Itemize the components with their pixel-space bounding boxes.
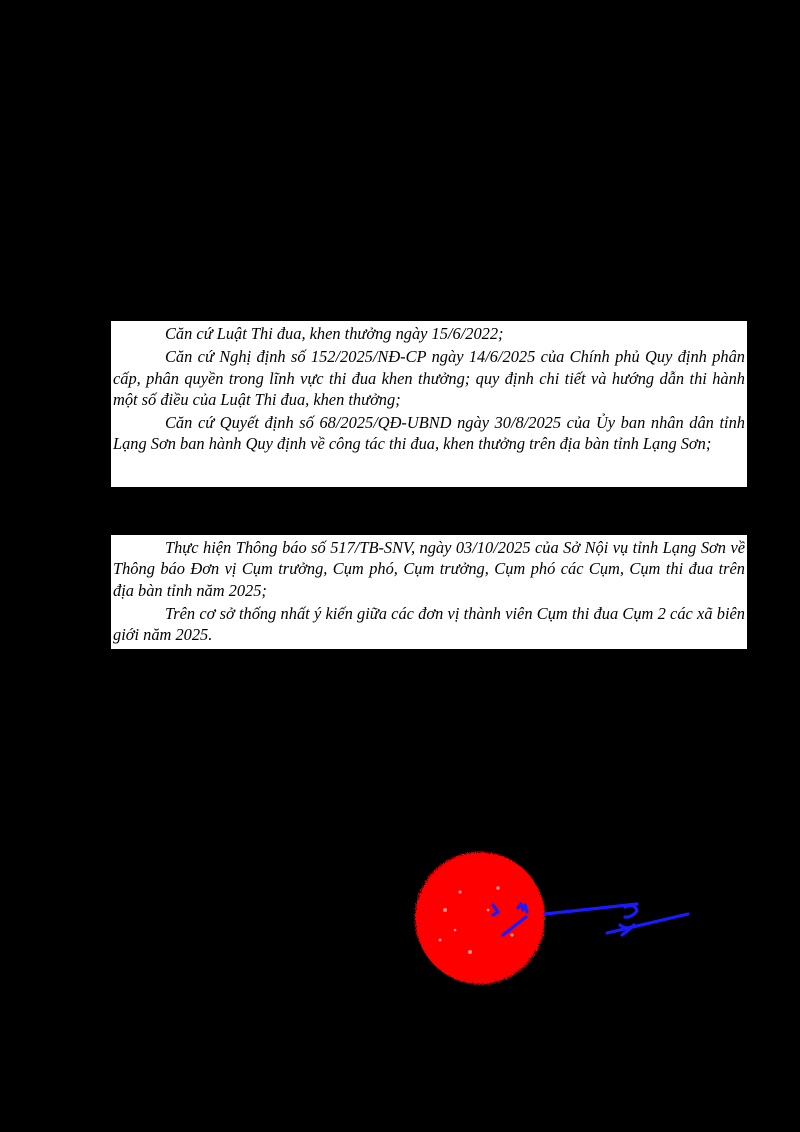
legal-basis-paragraph: Căn cứ Luật Thi đua, khen thưởng ngày 15/6/2022;	[165, 324, 504, 343]
legal-basis-paragraph: Căn cứ Nghị định số 152/2025/NĐ-CP ngày 14/6/2025 của Chính phủ Quy định phân cấp, phân quyền trong lĩnh vực thi đua khen thưởng; quy định chi tiết và hướng dẫn thi hành một số điều của Luật Thi đua, khen thưởng;	[113, 347, 745, 409]
seal-graphic	[400, 840, 700, 1000]
legal-basis-paragraph: Căn cứ Quyết định số 68/2025/QĐ-UBND ngày 30/8/2025 của Ủy ban nhân dân tỉnh Lạng Sơn ban hành Quy định về công tác thi đua, khen thưởng trên địa bàn tỉnh Lạng Sơn;	[113, 413, 745, 454]
implementation-paragraph: Trên cơ sở thống nhất ý kiến giữa các đơn vị thành viên Cụm thi đua Cụm 2 các xã biên giới năm 2025.	[113, 603, 745, 645]
seal-and-signature	[400, 840, 700, 1000]
implementation-block	[111, 535, 747, 649]
legal-basis-block	[111, 321, 747, 487]
implementation-paragraph: Thực hiện Thông báo số 517/TB-SNV, ngày 03/10/2025 của Sở Nội vụ tỉnh Lạng Sơn về Thông báo Đơn vị Cụm trưởng, Cụm phó, Cụm trưởng, Cụm phó các Cụm, Cụm thi đua trên địa bàn tỉnh năm 2025;	[113, 538, 745, 600]
